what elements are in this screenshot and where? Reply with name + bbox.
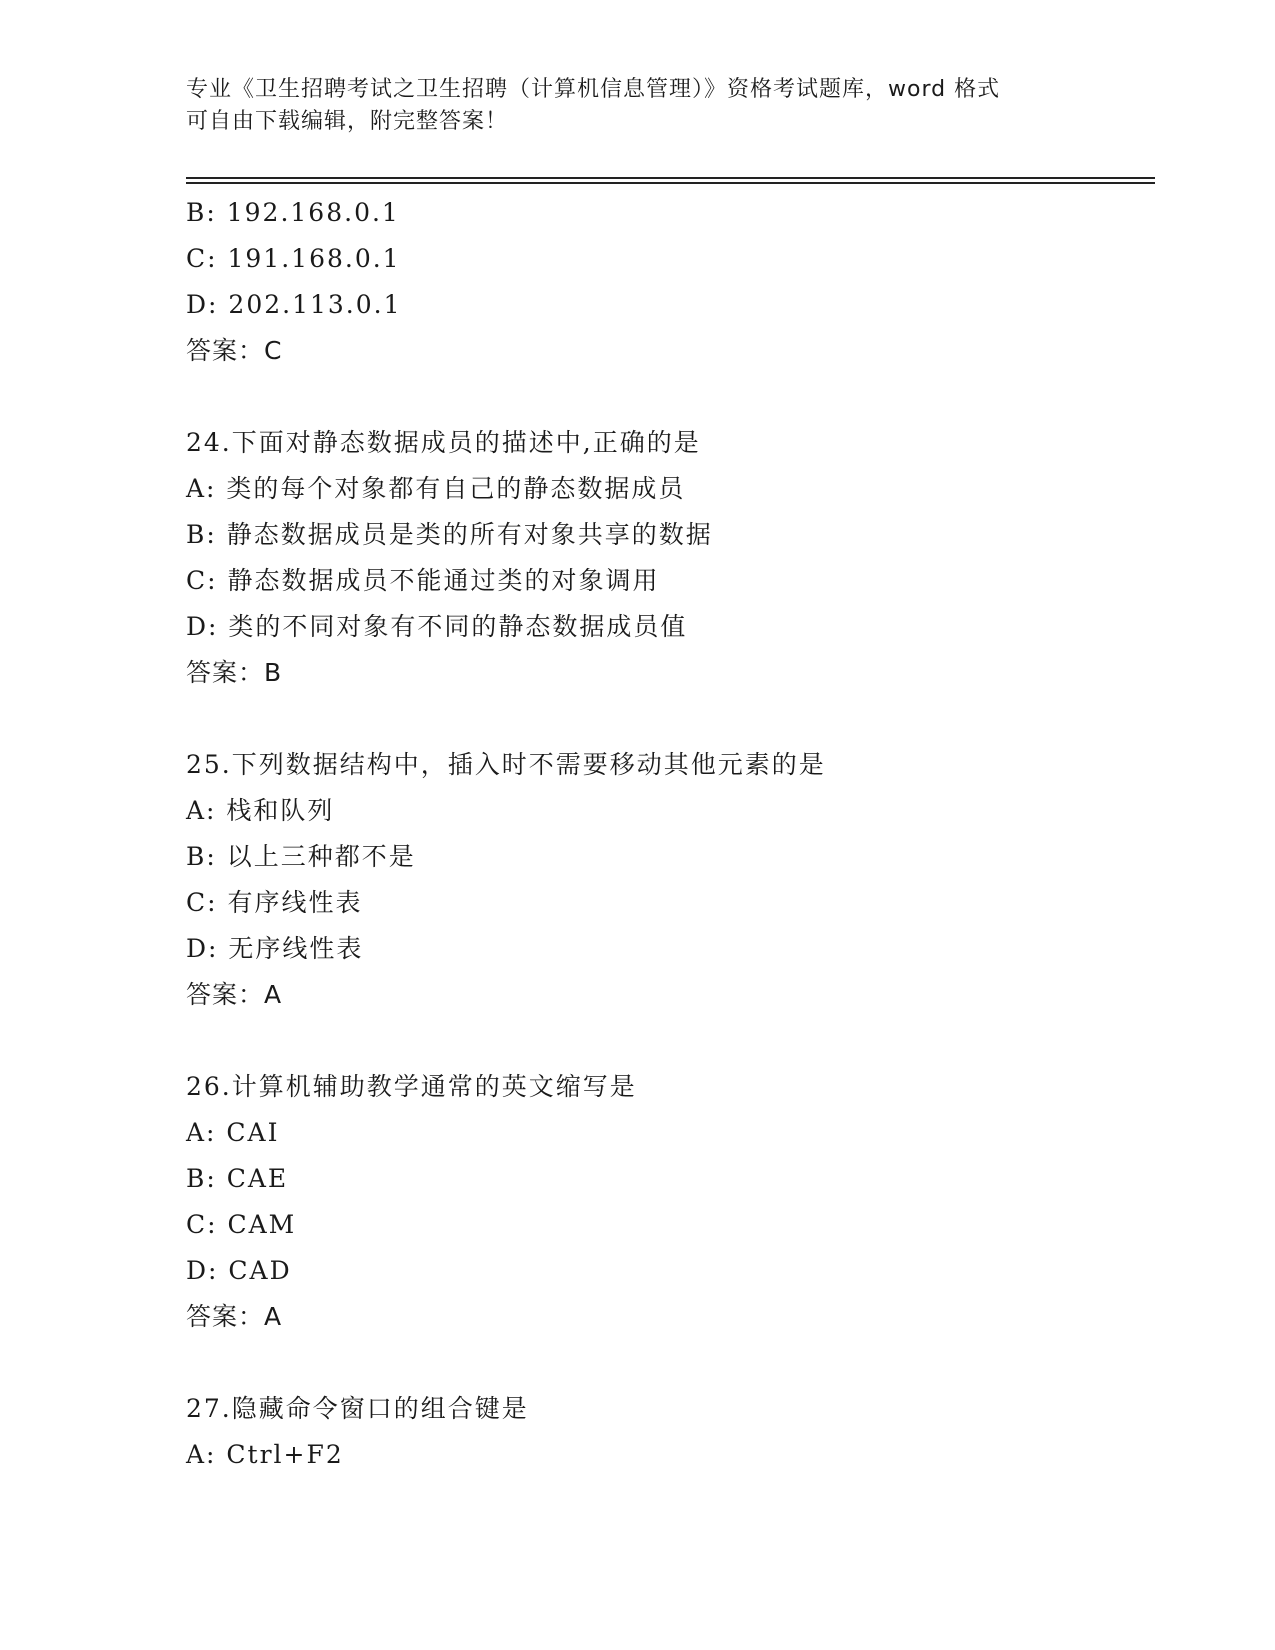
question-stem: 25.下列数据结构中，插入时不需要移动其他元素的是 bbox=[186, 750, 826, 779]
document-header bbox=[186, 74, 1086, 138]
option-c: C: CAM bbox=[186, 1210, 297, 1239]
question-list bbox=[186, 190, 1146, 1478]
spacer bbox=[186, 1018, 1146, 1064]
answer-line: 答案：A bbox=[186, 1302, 283, 1331]
spacer bbox=[186, 374, 1146, 420]
option-d: D: CAD bbox=[186, 1256, 292, 1285]
question-block-24 bbox=[186, 420, 1146, 696]
question-stem: 24.下面对静态数据成员的描述中,正确的是 bbox=[186, 428, 701, 457]
option-a: A: 类的每个对象都有自己的静态数据成员 bbox=[186, 474, 686, 503]
answer-line: 答案：C bbox=[186, 336, 283, 365]
question-block-23 bbox=[186, 190, 1146, 374]
question-block-27 bbox=[186, 1386, 1146, 1478]
option-a: A: 栈和队列 bbox=[186, 796, 335, 825]
answer-line: 答案：B bbox=[186, 658, 283, 687]
header-divider-top bbox=[186, 177, 1155, 179]
spacer bbox=[186, 1340, 1146, 1386]
option-d: D: 202.113.0.1 bbox=[186, 290, 402, 319]
question-block-25 bbox=[186, 742, 1146, 1018]
option-c: C: 有序线性表 bbox=[186, 888, 363, 917]
option-b: B: CAE bbox=[186, 1164, 289, 1193]
option-d: D: 类的不同对象有不同的静态数据成员值 bbox=[186, 612, 688, 641]
header-divider-bottom bbox=[186, 182, 1155, 184]
question-stem: 27.隐藏命令窗口的组合键是 bbox=[186, 1394, 529, 1423]
option-c: C: 静态数据成员不能通过类的对象调用 bbox=[186, 566, 660, 595]
question-stem: 26.计算机辅助教学通常的英文缩写是 bbox=[186, 1072, 637, 1101]
option-b: B: 静态数据成员是类的所有对象共享的数据 bbox=[186, 520, 713, 549]
option-b: B: 192.168.0.1 bbox=[186, 198, 400, 227]
question-block-26 bbox=[186, 1064, 1146, 1340]
header-title-line-1: 专业《卫生招聘考试之卫生招聘（计算机信息管理）》资格考试题库，word 格式 bbox=[186, 77, 1001, 102]
option-a: A: Ctrl+F2 bbox=[186, 1440, 344, 1469]
answer-line: 答案：A bbox=[186, 980, 283, 1009]
spacer bbox=[186, 696, 1146, 742]
option-b: B: 以上三种都不是 bbox=[186, 842, 416, 871]
option-a: A: CAI bbox=[186, 1118, 280, 1147]
option-d: D: 无序线性表 bbox=[186, 934, 364, 963]
header-title-line-2: 可自由下载编辑，附完整答案！ bbox=[186, 109, 509, 134]
option-c: C: 191.168.0.1 bbox=[186, 244, 401, 273]
